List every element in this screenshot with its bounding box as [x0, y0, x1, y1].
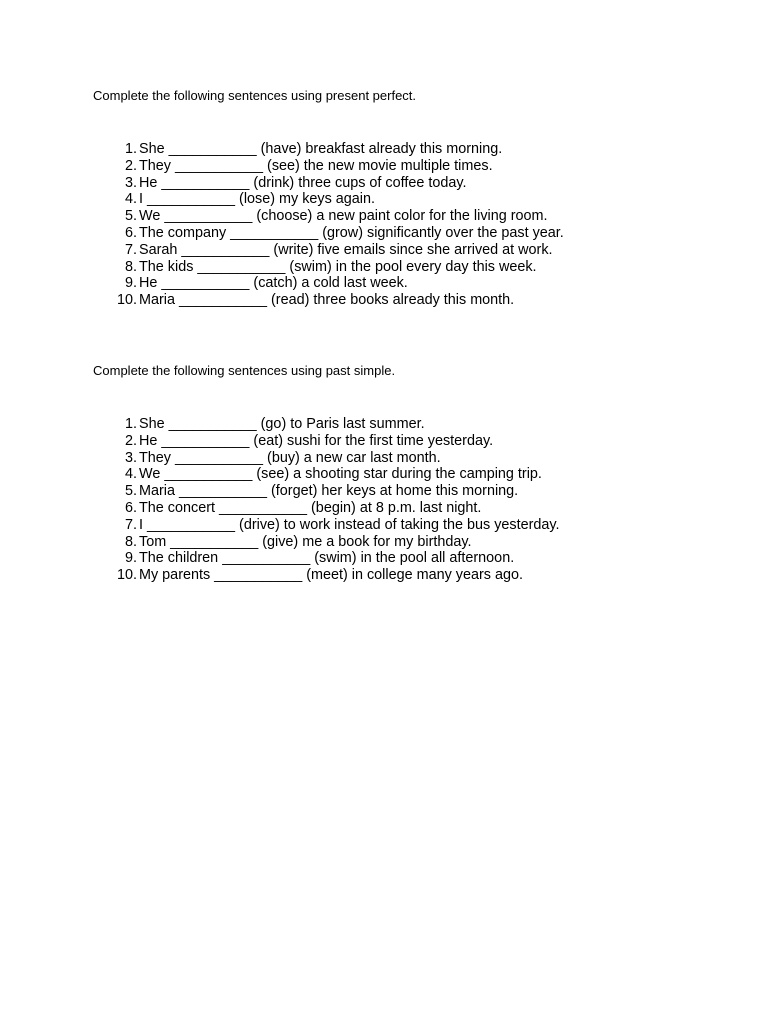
- item-sentence: He ___________ (catch) a cold last week.: [139, 275, 408, 292]
- item-number: 7.: [124, 241, 137, 258]
- item-number: 7.: [124, 516, 137, 533]
- item-sentence: We ___________ (see) a shooting star during the camping trip.: [139, 466, 542, 483]
- item-number: 1.: [124, 416, 137, 432]
- item-sentence: The kids ___________ (swim) in the pool every day this week.: [139, 258, 537, 275]
- item-number: 10.: [116, 292, 137, 309]
- item-sentence: Maria ___________ (forget) her keys at home this morning.: [139, 483, 519, 500]
- item-sentence: My parents ___________ (meet) in college many years ago.: [139, 567, 523, 584]
- item-number: 4.: [124, 466, 137, 483]
- item-number: 2.: [124, 432, 137, 449]
- item-sentence: She ___________ (go) to Paris last summer.: [139, 416, 425, 432]
- item-number: 8.: [124, 258, 137, 275]
- item-number: 8.: [124, 533, 137, 550]
- item-number: 9.: [124, 550, 137, 567]
- item-number: 10.: [116, 567, 137, 584]
- item-number: 5.: [124, 483, 137, 500]
- item-sentence: He ___________ (eat) sushi for the first time yesterday.: [139, 432, 494, 449]
- item-sentence: Sarah ___________ (write) five emails since she arrived at work.: [139, 241, 553, 258]
- past-simple-instruction: Complete the following sentences using past simple.: [93, 363, 396, 378]
- present-perfect-instruction: Complete the following sentences using present perfect.: [93, 88, 417, 103]
- item-sentence: He ___________ (drink) three cups of coffee today.: [139, 174, 467, 191]
- item-number: 5.: [124, 208, 137, 225]
- item-sentence: The concert ___________ (begin) at 8 p.m. last night.: [139, 499, 482, 516]
- item-sentence: Maria ___________ (read) three books already this month.: [139, 292, 515, 309]
- item-sentence: They ___________ (see) the new movie multiple times.: [139, 157, 493, 174]
- item-sentence: I ___________ (lose) my keys again.: [139, 191, 375, 208]
- item-number: 1.: [124, 141, 137, 157]
- item-number: 6.: [124, 499, 137, 516]
- item-sentence: I ___________ (drive) to work instead of taking the bus yesterday.: [139, 516, 560, 533]
- item-number: 6.: [124, 224, 137, 241]
- item-number: 3.: [124, 174, 137, 191]
- item-sentence: She ___________ (have) breakfast already this morning.: [139, 141, 503, 157]
- item-sentence: The company ___________ (grow) significantly over the past year.: [139, 224, 564, 241]
- item-number: 2.: [124, 157, 137, 174]
- item-sentence: The children ___________ (swim) in the pool all afternoon.: [139, 550, 515, 567]
- item-number: 9.: [124, 275, 137, 292]
- item-sentence: They ___________ (buy) a new car last month.: [139, 449, 441, 466]
- item-number: 3.: [124, 449, 137, 466]
- item-sentence: We ___________ (choose) a new paint color for the living room.: [139, 208, 548, 225]
- item-number: 4.: [124, 191, 137, 208]
- item-sentence: Tom ___________ (give) me a book for my birthday.: [139, 533, 472, 550]
